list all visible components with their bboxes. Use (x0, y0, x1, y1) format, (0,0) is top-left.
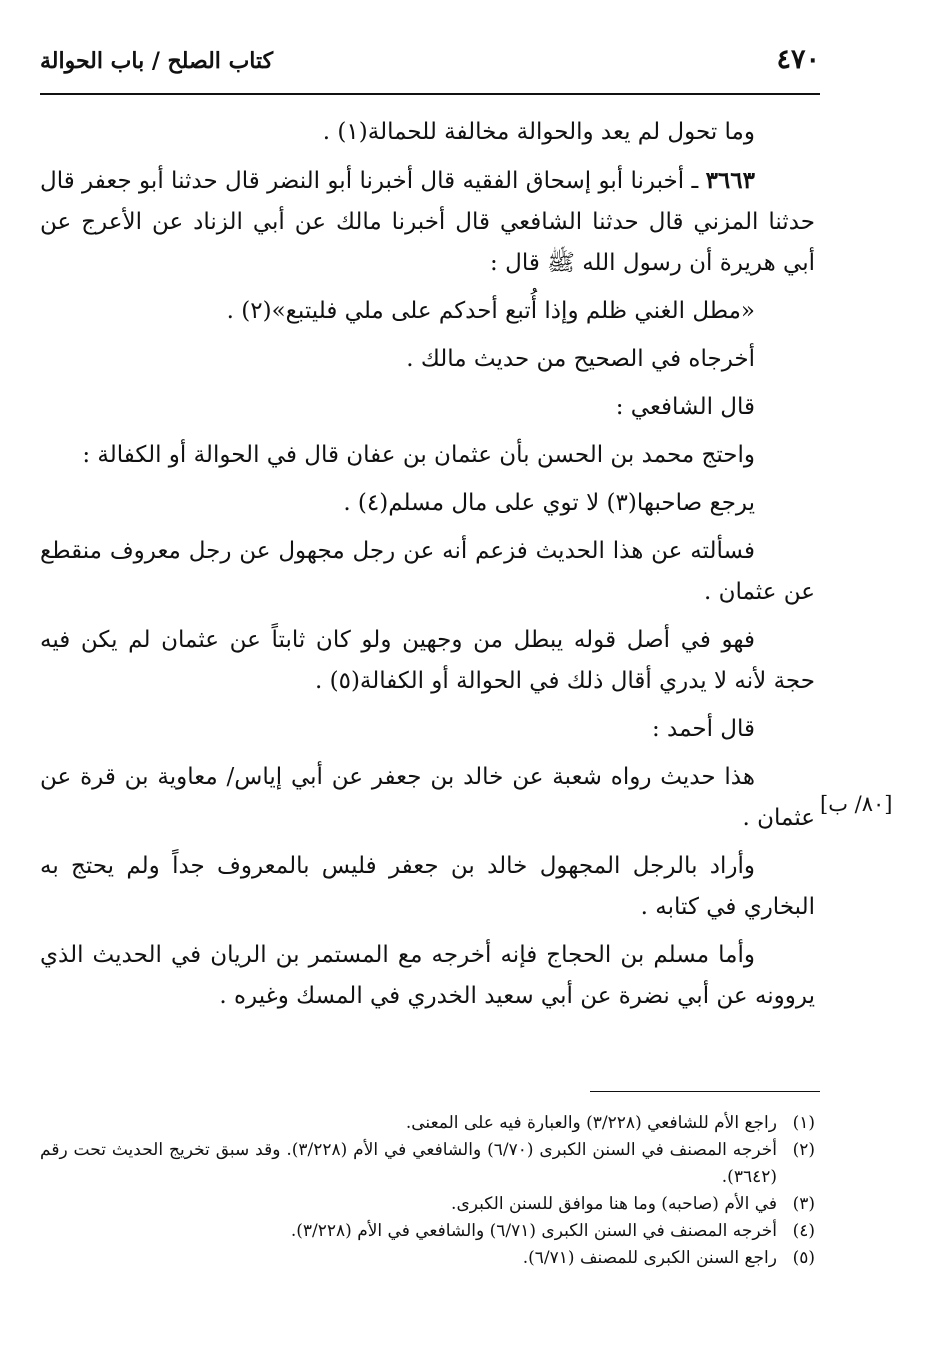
footnote-text: أخرجه المصنف في السنن الكبرى (٦/٧١) والشافعي في الأم (٣/٢٢٨). (290, 1221, 777, 1241)
footnote-marker: (٤) (792, 1221, 815, 1241)
page-number: ٤٧٠ (776, 44, 820, 75)
margin-manuscript-reference: [٨٠/ ب] (820, 792, 893, 816)
footnote-4 (40, 1218, 815, 1245)
paragraph-1: وما تحول لم يعد والحوالة مخالفة للحمالة(١) . (322, 119, 755, 145)
paragraph-6: واحتج محمد بن الحسن بأن عثمان بن عفان قال في الحوالة أو الكفالة : (82, 442, 755, 468)
paragraph-3: «مطل الغني ظلم وإذا أُتبع أحدكم على ملي فليتبع»(٢) . (226, 298, 755, 324)
footnote-5 (40, 1245, 815, 1272)
paragraph-8: فسألته عن هذا الحديث فزعم أنه عن رجل مجهول عن رجل معروف منقطع عن عثمان . (40, 538, 815, 605)
paragraph-9: فهو في أصل قوله يبطل من وجهين ولو كان ثابتاً عن عثمان لم يكن فيه حجة لأنه لا يدري أقال ذلك في الحوالة أو الكفالة(٥) . (40, 627, 815, 694)
page-header (40, 36, 820, 92)
footnote-separator (590, 1091, 820, 1092)
running-title: كتاب الصلح / باب الحوالة (40, 48, 274, 74)
paragraph-4: أخرجاه في الصحيح من حديث مالك . (406, 346, 755, 372)
header-rule (40, 93, 820, 95)
footnote-marker: (٢) (792, 1140, 815, 1160)
paragraph-11: هذا حديث رواه شعبة عن خالد بن جعفر عن أبي إياس/ معاوية بن قرة عن عثمان . (40, 764, 815, 831)
paragraph-2 (40, 160, 815, 284)
hadith-number: ٣٦٦٣ (705, 167, 755, 194)
footnote-text: أخرجه المصنف في السنن الكبرى (٦/٧٠) والشافعي في الأم (٣/٢٢٨). وقد سبق تخريج الحديث تحت رقم (٣٦٤٢). (40, 1140, 777, 1187)
paragraph-12: وأراد بالرجل المجهول خالد بن جعفر فليس بالمعروف جداً ولم يحتج به البخاري في كتابه . (40, 853, 815, 920)
footnote-marker: (٥) (792, 1248, 815, 1268)
footnote-text: في الأم (صاحبه) وما هنا موافق للسنن الكبرى. (451, 1194, 777, 1214)
footnote-text: راجع السنن الكبرى للمصنف (٦/٧١). (522, 1248, 777, 1268)
footnote-text: راجع الأم للشافعي (٣/٢٢٨) والعبارة فيه على المعنى. (405, 1113, 777, 1133)
footnote-3 (40, 1191, 815, 1218)
paragraph-2-text: ـ أخبرنا أبو إسحاق الفقيه قال أخبرنا أبو النضر قال حدثنا أبو جعفر قال حدثنا المزني قال حدثنا الشافعي قال أخبرنا مالك عن أبي الزناد عن الأعرج عن أبي هريرة أن رسول الله ﷺ قال : (40, 168, 815, 276)
footnotes (40, 1110, 815, 1272)
footnote-2 (40, 1137, 815, 1191)
paragraph-5: قال الشافعي : (615, 394, 755, 420)
main-text (40, 112, 815, 1024)
paragraph-10: قال أحمد : (651, 716, 755, 742)
footnote-marker: (١) (792, 1113, 815, 1133)
paragraph-13: وأما مسلم بن الحجاج فإنه أخرجه مع المستمر بن الريان في الحديث الذي يروونه عن أبي نضرة عن أبي سعيد الخدري في المسك وغيره . (40, 942, 815, 1009)
paragraph-7: يرجع صاحبها(٣) لا توي على مال مسلم(٤) . (343, 490, 755, 516)
footnote-marker: (٣) (792, 1194, 815, 1214)
footnote-1 (40, 1110, 815, 1137)
